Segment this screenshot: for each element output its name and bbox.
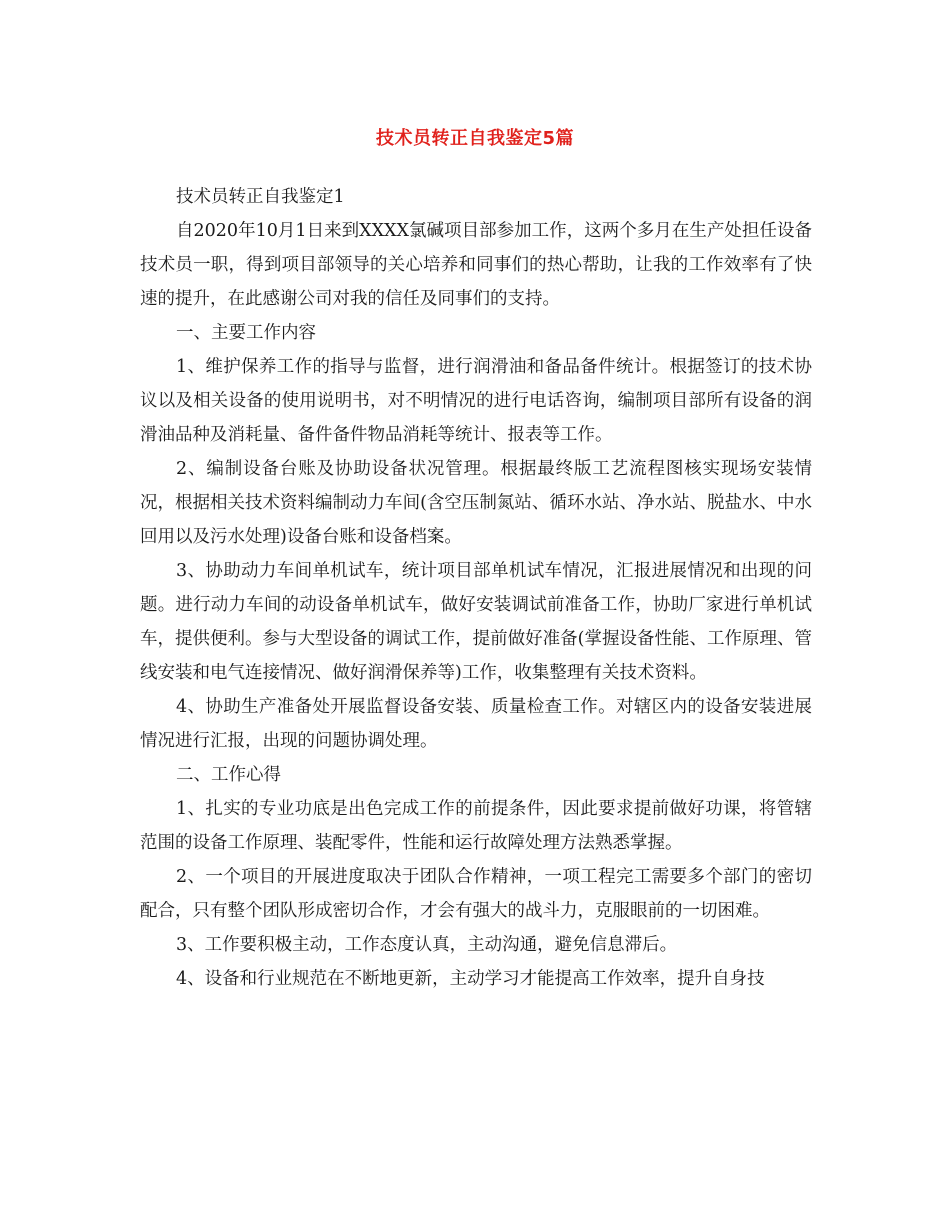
paragraph: 4、协助生产准备处开展监督设备安装、质量检查工作。对辖区内的设备安装进展情况进行汇报，出现的问题协调处理。 [140,697,812,751]
document-body [140,180,812,996]
paragraph: 2、一个项目的开展进度取决于团队合作精神，一项工程完工需要多个部门的密切配合，只有整个团队形成密切合作，才会有强大的战斗力，克服眼前的一切困难。 [140,867,812,921]
paragraph: 2、编制设备台账及协助设备状况管理。根据最终版工艺流程图核实现场安装情况，根据相关技术资料编制动力车间(含空压制氮站、循环水站、净水站、脱盐水、中水回用以及污水处理)设备台账和设备档案。 [140,459,812,547]
section-heading: 一、主要工作内容 [176,323,316,343]
paragraph: 3、协助动力车间单机试车，统计项目部单机试车情况，汇报进展情况和出现的问 题。进行动力车间的动设备单机试车，做好安装调试前准备工作，协助厂家进行单机试车，提供便利。参与大型设备的调试工作，提前做好准备(掌握设备性能、工作原理、管线安装和电气连接情况、做好润滑保养等)工作，收集整理有关技术资料。 [140,561,812,683]
paragraph: 1、扎实的专业功底是出色完成工作的前提条件，因此要求提前做好功课，将管辖范围的设备工作原理、装配零件，性能和运行故障处理方法熟悉掌握。 [140,799,812,853]
section-heading: 二、工作心得 [176,765,281,785]
paragraph: 自2020年10月1日来到XXXX氯碱项目部参加工作，这两个多月在生产处担任设备技术员一职，得到项目部领导的关心培养和同事们的热心帮助，让我的工作效率有了快速的提升，在此感谢公司对我的信任及同事们的支持。 [140,221,812,309]
paragraph: 3、工作要积极主动，工作态度认真，主动沟通，避免信息滞后。 [176,935,678,955]
section-heading: 技术员转正自我鉴定1 [176,187,345,207]
paragraph: 4、设备和行业规范在不断地更新，主动学习才能提高工作效率，提升自身技 [176,969,765,989]
document-title: 技术员转正自我鉴定5篇 [375,128,575,149]
paragraph: 1、维护保养工作的指导与监督，进行润滑油和备品备件统计。根据签订的技术协议以及相关设备的使用说明书，对不明情况的进行电话咨询，编制项目部所有设备的润滑油品种及消耗量、备件备件物品消耗等统计、报表等工作。 [140,357,812,445]
